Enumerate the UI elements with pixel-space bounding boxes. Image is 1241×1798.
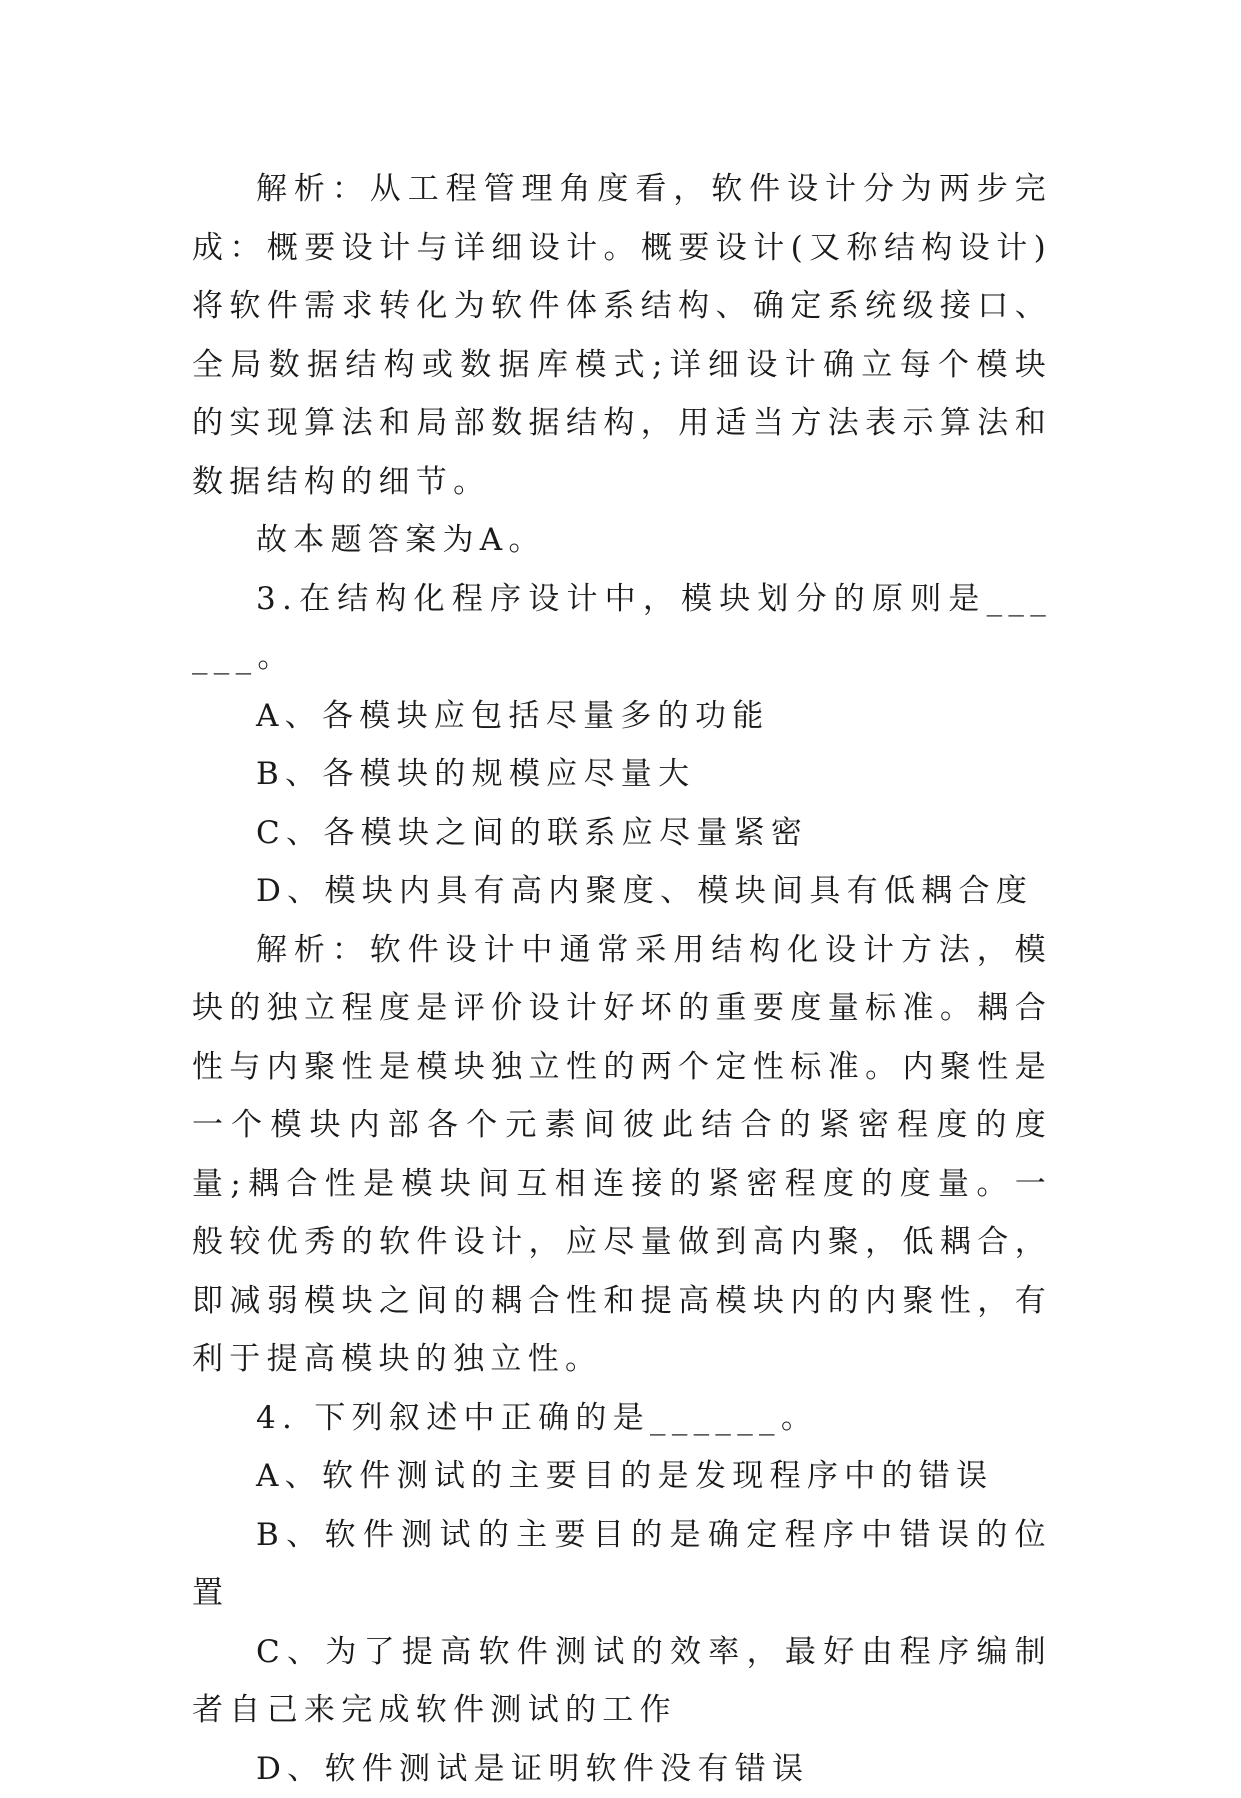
q3-option-a: A、各模块应包括尽量多的功能 [192,687,1052,746]
q3-option-b: B、各模块的规模应尽量大 [192,745,1052,804]
q4-option-b: B、软件测试的主要目的是确定程序中错误的位置 [192,1506,1052,1623]
answer-line-q2: 故本题答案为A。 [192,511,1052,570]
q4-option-c: C、为了提高软件测试的效率，最好由程序编制者自己来完成软件测试的工作 [192,1623,1052,1740]
analysis-paragraph-q2: 解析：从工程管理角度看，软件设计分为两步完成：概要设计与详细设计。概要设计(又称结构设计)将软件需求转化为软件体系结构、确定系统级接口、全局数据结构或数据库模式;详细设计确立每个模块的实现算法和局部数据结构，用适当方法表示算法和数据结构的细节。 [192,160,1052,511]
question-3: 3.在结构化程序设计中，模块划分的原则是______。 [192,570,1052,687]
q3-option-d: D、模块内具有高内聚度、模块间具有低耦合度 [192,862,1052,921]
analysis-paragraph-q3: 解析：软件设计中通常采用结构化设计方法，模块的独立程度是评价设计好坏的重要度量标准。耦合性与内聚性是模块独立性的两个定性标准。内聚性是一个模块内部各个元素间彼此结合的紧密程度的度量;耦合性是模块间互相连接的紧密程度的度量。一般较优秀的软件设计，应尽量做到高内聚，低耦合，即减弱模块之间的耦合性和提高模块内的内聚性，有利于提高模块的独立性。 [192,921,1052,1389]
q4-option-a: A、软件测试的主要目的是发现程序中的错误 [192,1447,1052,1506]
question-4: 4. 下列叙述中正确的是______。 [192,1389,1052,1448]
document-body [192,160,1052,1798]
q3-option-c: C、各模块之间的联系应尽量紧密 [192,804,1052,863]
q4-option-d: D、软件测试是证明软件没有错误 [192,1740,1052,1798]
